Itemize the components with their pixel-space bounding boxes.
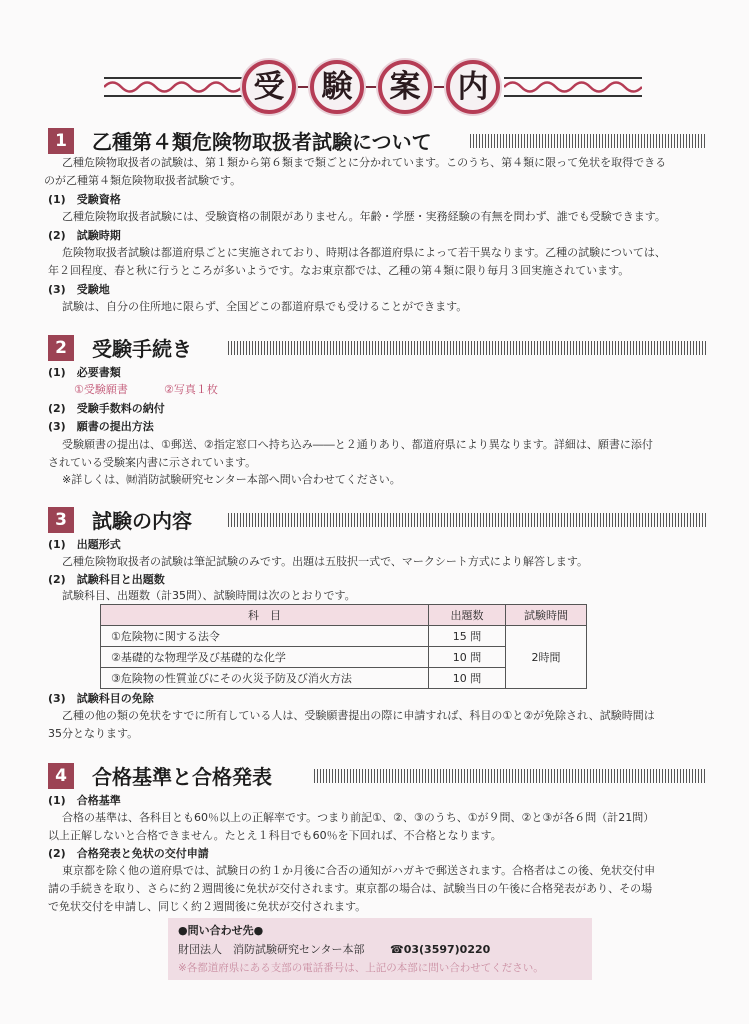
subheading: (3) 受験地 bbox=[48, 283, 110, 296]
section-rule bbox=[470, 134, 706, 148]
section-number: 4 bbox=[48, 763, 74, 789]
paragraph: 試験科目、出題数（計35問）、試験時間は次のとおりです。 bbox=[62, 589, 356, 602]
title-char-4: 内 bbox=[446, 60, 500, 114]
subheading: (2) 受験手数料の納付 bbox=[48, 402, 165, 415]
decorative-wave-right bbox=[504, 75, 642, 99]
column-header: 科 目 bbox=[101, 605, 429, 626]
title-char-2: 験 bbox=[310, 60, 364, 114]
title-banner bbox=[100, 56, 648, 118]
subheading: (2) 試験時期 bbox=[48, 229, 121, 242]
section-2-header bbox=[48, 335, 706, 361]
paragraph: のが乙種第４類危険物取扱者試験です。 bbox=[44, 174, 242, 187]
section-rule bbox=[228, 341, 706, 355]
time-cell: 2時間 bbox=[506, 626, 587, 689]
section-title: 合格基準と合格発表 bbox=[92, 765, 272, 789]
subheading: (3) 願書の提出方法 bbox=[48, 420, 154, 433]
section-1-header bbox=[48, 128, 706, 154]
contact-note: ※各都道府県にある支部の電話番号は、上記の本部に問い合わせてください。 bbox=[178, 962, 544, 974]
section-rule bbox=[228, 513, 706, 527]
section-number: 3 bbox=[48, 507, 74, 533]
section-3-header bbox=[48, 507, 706, 533]
paragraph: 合格の基準は、各科目とも60％以上の正解率です。つまり前記①、②、③のうち、①が９問、②と③が各６問（計21問） bbox=[62, 811, 655, 824]
phone-icon: ☎ bbox=[390, 943, 404, 956]
paragraph: で免状交付を申請し、同じく約２週間後に免状が交付されます。 bbox=[48, 900, 367, 913]
subheading: (2) 試験科目と出題数 bbox=[48, 573, 165, 586]
count-cell: 10 問 bbox=[429, 668, 506, 689]
required-document: ②写真１枚 bbox=[164, 383, 218, 396]
paragraph: 請の手続きを取り、さらに約２週間後に免状が交付されます。東京都の場合は、試験当日の午後に合格発表があり、その場 bbox=[48, 882, 653, 895]
paragraph: 乙種危険物取扱者の試験は筆記試験のみです。出題は五肢択一式で、マークシート方式により解答します。 bbox=[62, 555, 589, 568]
subheading: (1) 合格基準 bbox=[48, 794, 121, 807]
paragraph: 東京都を除く他の道府県では、試験日の約１か月後に合否の通知がハガキで郵送されます。合格者はこの後、免状交付申 bbox=[62, 864, 656, 877]
title bbox=[240, 56, 502, 118]
decorative-wave-left bbox=[104, 75, 242, 99]
subject-cell: ②基礎的な物理学及び基礎的な化学 bbox=[101, 647, 429, 668]
phone-number: 03(3597)0220 bbox=[403, 943, 491, 956]
section-number: 2 bbox=[48, 335, 74, 361]
section-4-header bbox=[48, 763, 706, 789]
column-header: 出題数 bbox=[429, 605, 506, 626]
section-title: 乙種第４類危険物取扱者試験について bbox=[92, 130, 432, 154]
section-number: 1 bbox=[48, 128, 74, 154]
subheading: (3) 試験科目の免除 bbox=[48, 692, 154, 705]
paragraph: 以上正解しないと合格できません。たとえ１科目でも60％を下回れば、不合格となります。 bbox=[48, 829, 502, 842]
title-char-1: 受 bbox=[242, 60, 296, 114]
paragraph: 35分となります。 bbox=[48, 727, 139, 740]
paragraph: 年２回程度、春と秋に行うところが多いようです。なお東京都では、乙種の第４類に限り毎月３回実施されています。 bbox=[48, 264, 630, 277]
paragraph: 受験願書の提出は、①郵送、②指定窓口へ持ち込み――と２通りあり、都道府県により異なります。詳細は、願書に添付 bbox=[62, 438, 653, 451]
subject-cell: ①危険物に関する法令 bbox=[101, 626, 429, 647]
required-document: ①受験願書 bbox=[74, 383, 128, 396]
table-header-row bbox=[101, 605, 587, 626]
paragraph: 乙種の他の類の免状をすでに所有している人は、受験願書提出の際に申請すれば、科目の①と②が免除され、試験時間は bbox=[62, 709, 655, 722]
count-cell: 15 問 bbox=[429, 626, 506, 647]
column-header: 試験時間 bbox=[506, 605, 587, 626]
contact-phone bbox=[390, 941, 490, 959]
subject-cell: ③危険物の性質並びにその火災予防及び消火方法 bbox=[101, 668, 429, 689]
section-title: 受験手続き bbox=[92, 337, 192, 361]
paragraph: 危険物取扱者試験は都道府県ごとに実施されており、時期は各都道府県によって若干異なります。乙種の試験については、 bbox=[62, 246, 666, 259]
note: ※詳しくは、㈶消防試験研究センター本部へ問い合わせてください。 bbox=[62, 473, 401, 486]
contact-heading: ●問い合わせ先● bbox=[178, 924, 264, 937]
section-rule bbox=[314, 769, 706, 783]
title-char-3: 案 bbox=[378, 60, 432, 114]
paragraph: 乙種危険物取扱者試験には、受験資格の制限がありません。年齢・学歴・実務経験の有無を問わず、誰でも受験できます。 bbox=[62, 210, 666, 223]
table-row bbox=[101, 626, 587, 647]
paragraph: 試験は、自分の住所地に限らず、全国どこの都道府県でも受けることができます。 bbox=[62, 300, 468, 313]
section-title: 試験の内容 bbox=[92, 509, 192, 533]
paragraph: 乙種危険物取扱者の試験は、第１類から第６類まで類ごとに分かれています。このうち、第４類に限って免状を取得できる bbox=[62, 156, 667, 169]
contact-box bbox=[168, 918, 592, 980]
subheading: (2) 合格発表と免状の交付申請 bbox=[48, 847, 209, 860]
subheading: (1) 出題形式 bbox=[48, 538, 121, 551]
subheading: (1) 必要書類 bbox=[48, 366, 121, 379]
count-cell: 10 問 bbox=[429, 647, 506, 668]
subjects-table bbox=[100, 604, 587, 689]
paragraph: されている受験案内書に示されています。 bbox=[48, 456, 257, 469]
subheading: (1) 受験資格 bbox=[48, 193, 121, 206]
contact-organization: 財団法人 消防試験研究センター本部 bbox=[178, 943, 365, 956]
